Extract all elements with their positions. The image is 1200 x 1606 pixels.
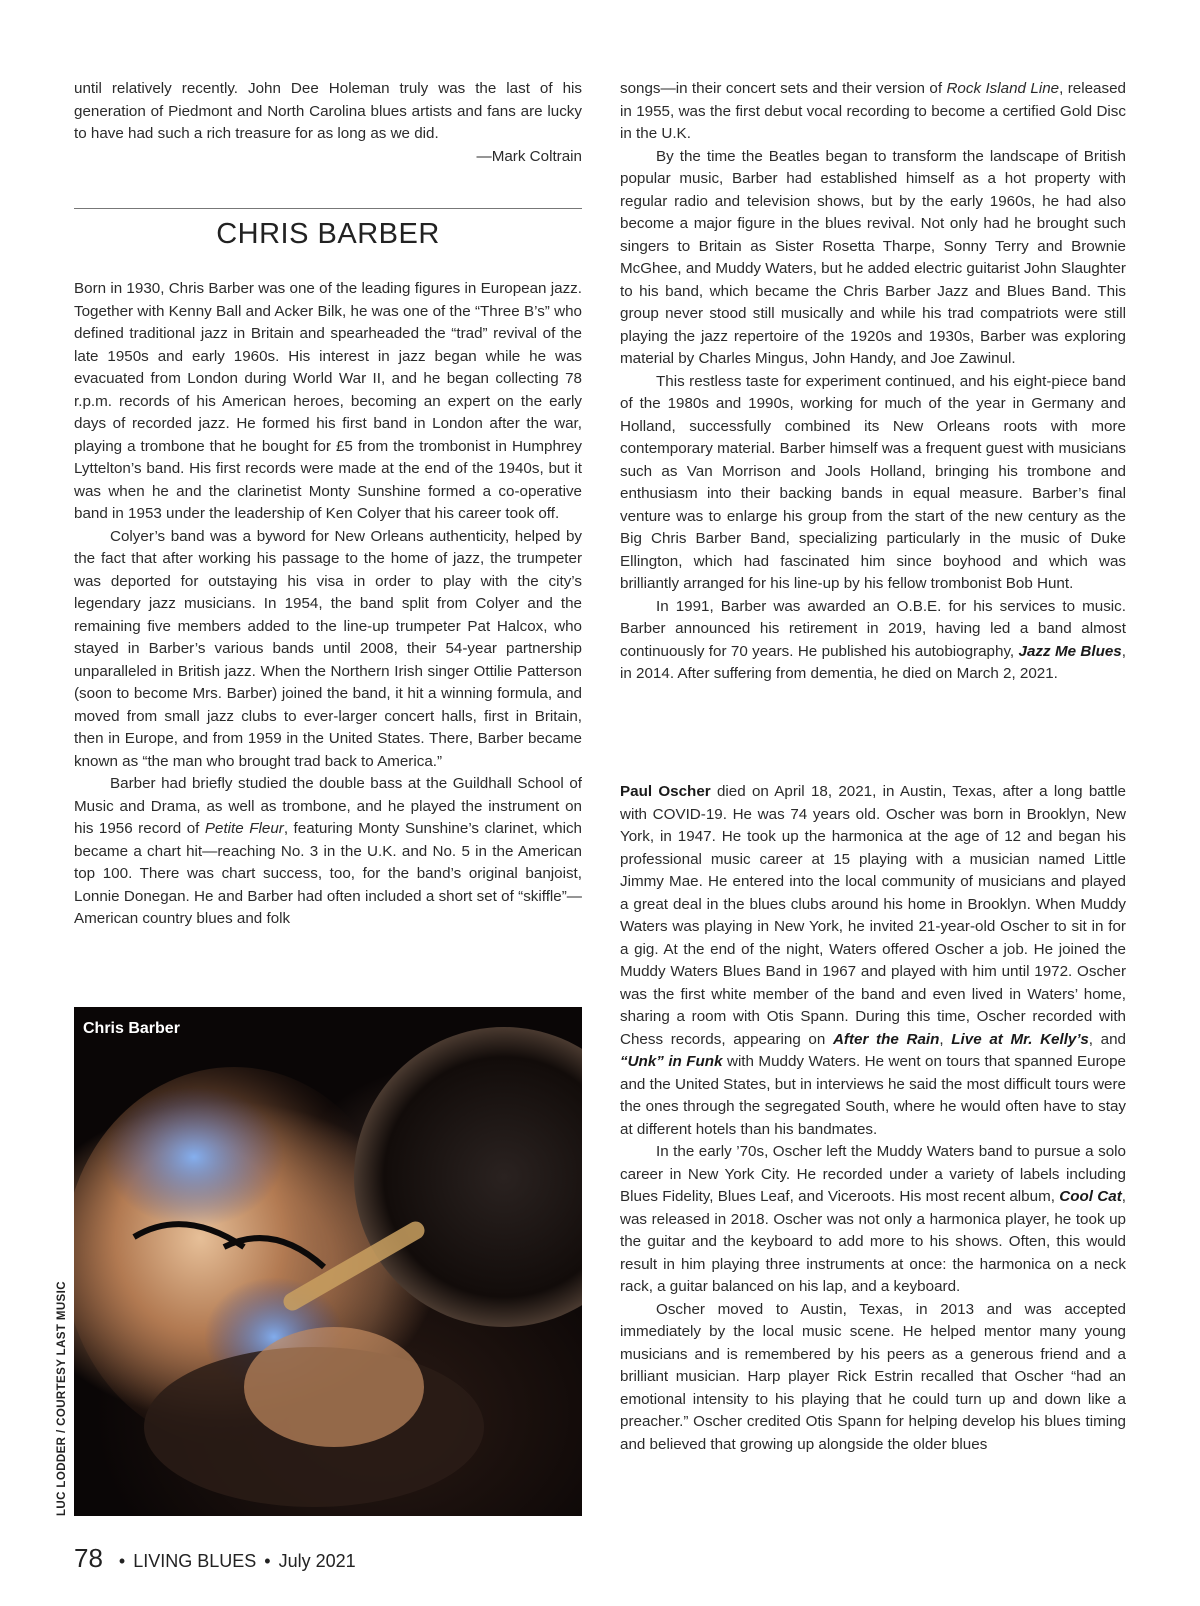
photo-credit: LUC LODDER / COURTESY LAST MUSIC: [56, 1281, 68, 1516]
footer-bullet: •: [118, 1551, 126, 1571]
album-title: Live at Mr. Kelly’s: [951, 1030, 1089, 1048]
magazine-name: LIVING BLUES: [133, 1551, 257, 1571]
oscher-paragraph-3: Oscher moved to Austin, Texas, in 2013 and was accepted immediately by the local music scene. He helped mentor many young musicians and is remembered by his peers as a generous friend and a brilliant musician. Harp player Rick Estrin recalled that Oscher “had an emotional intensity to his playing that he could turn up and down like a preacher.” Oscher credited Otis Spann for helping develop his blues timing and believed that growing up alongside the older blues: [620, 1300, 1126, 1453]
barber-paragraph-2: Colyer’s band was a byword for New Orleans authenticity, helped by the fact that after working his passage to the home of jazz, the trumpeter was deported for outstaying his visa in order to play with the city’s legendary jazz musicians. In 1954, the band split from Colyer and the remaining five members added to the line-up trumpeter Pat Halcox, who stayed in Barber’s various bands until 2008, their 54-year partnership unparalleled in British jazz. When the Northern Irish singer Ottilie Patterson (soon to become Mrs. Barber) joined the band, it hit a winning formula, and moved from small jazz clubs to ever-larger concert halls, first in Britain, then in Europe, and from 1959 in the United States. There, Barber became known as “the man who brought trad back to America.”: [74, 527, 582, 770]
page-number: 78: [74, 1543, 103, 1573]
barber-article-right: [620, 78, 1126, 686]
book-title: Jazz Me Blues: [1018, 642, 1122, 660]
barber-paragraph-6: This restless taste for experiment continued, and his eight-piece band of the 1980s and 1990s, working for much of the year in Germany and Holland, successfully combined its New Orleans roots with more contemporary material. Barber himself was a frequent guest with musicians such as Van Morrison and Jools Holland, bringing his trombone and enthusiasm into their backing bands in equal measure. Barber’s final venture was to enlarge his group from the start of the new century as the Big Chris Barber Band, specializing particularly in the music of Duke Ellington, which had fascinated him since boyhood and which was brilliantly arranged for his line-up by his fellow trombonist Bob Hunt.: [620, 372, 1126, 592]
barber-paragraph-4: songs—in their concert sets and their version of Rock Island Line, released in 1955, was the first debut vocal recording to become a certified Gold Disc in the U.K.: [620, 80, 1126, 142]
footer-bullet: •: [264, 1551, 271, 1571]
record-title: Petite Fleur: [204, 820, 284, 837]
oscher-paragraph-1: Paul Oscher died on April 18, 2021, in Austin, Texas, after a long battle with COVID-19. He was 74 years old. Oscher was born in Brooklyn, New York, in 1947. He took up the harmonica at the age of 12 and began his professional music career at 15 playing with a musician named Little Jimmy Mae. He entered into the local community of musicians and played a great deal in the blues clubs around his home in Brooklyn. When Muddy Waters was playing in New York, he invited 21-year-old Oscher to sit in for a gig. At the end of the night, Waters offered Oscher a job. He joined the Muddy Waters Blues Band in 1967 and played with him until 1972. Oscher was the first white member of the band and even lived in Waters’ home, sharing a room with Otis Spann. During this time, Oscher recorded with Chess records, appearing on After the Rain, Live at Mr. Kelly’s, and “Unk” in Funk with Muddy Waters. He went on tours that spanned Europe and the United States, but in interviews he said the most difficult tours were the ones through the segregated South, where he would often have to stay at different hotels than his bandmates.: [620, 783, 1127, 1138]
photo-illustration: [74, 1007, 582, 1516]
article-heading: CHRIS BARBER: [216, 218, 440, 250]
chris-barber-photo: [74, 1007, 582, 1516]
barber-paragraph-5: By the time the Beatles began to transform the landscape of British popular music, Barber had established himself as a hot property with regular radio and television shows, but by the early 1960s, he had also become a major figure in the blues revival. Not only had he brought such singers to Britain as Sister Rosetta Tharpe, Sonny Terry and Brownie McGhee, and Muddy Waters, but he added electric guitarist John Slaughter to his band, which became the Chris Barber Jazz and Blues Band. This group never stood still musically and while his trad compatriots were still playing the jazz repertoire of the 1920s and 1930s, Barber was exploring material by Charles Mingus, John Handy, and Joe Zawinul.: [620, 147, 1126, 367]
intro-paragraph: until relatively recently. John Dee Holeman truly was the last of his generation of Piedmont and North Carolina blues artists and fans are lucky to have had such a rich treasure for as long as we did.: [74, 80, 582, 142]
photo-caption: Chris Barber: [83, 1020, 180, 1037]
oscher-article: [620, 781, 1126, 1456]
barber-paragraph-1: Born in 1930, Chris Barber was one of the leading figures in European jazz. Together with Kenny Ball and Acker Bilk, he was one of the “Three B’s” who defined traditional jazz in Britain and spearheaded the “trad” revival of the late 1950s and early 1960s. His interest in jazz began while he was evacuated from London during World War II, and he began collecting 78 r.p.m. records of his American heroes, becoming an expert on the early days of recorded jazz. He formed his first band in London after the war, playing a trombone that he bought for £5 from the trombonist in Humphrey Lyttelton’s band. His first records were made at the end of the 1940s, but it was when he and the clarinetist Monty Sunshine formed a co-operative band in 1953 under the leadership of Ken Colyer that his career took off.: [74, 280, 582, 522]
oscher-name: Paul Oscher: [620, 783, 711, 800]
issue-date: July 2021: [278, 1551, 356, 1571]
intro-signature: —Mark Coltrain: [476, 147, 582, 165]
barber-article-left: [74, 278, 582, 931]
intro-section: [74, 78, 582, 168]
album-title: After the Rain: [832, 1030, 940, 1048]
barber-paragraph-7: In 1991, Barber was awarded an O.B.E. for his services to music. Barber announced his retirement in 2019, having led a band almost continuously for 70 years. He published his autobiography, Jazz Me Blues, in 2014. After suffering from dementia, he died on March 2, 2021.: [620, 597, 1126, 682]
oscher-paragraph-2: In the early ’70s, Oscher left the Muddy Waters band to pursue a solo career in New York City. He recorded under a variety of labels including Blues Fidelity, Blues Leaf, and Viceroots. His most recent album, Cool Cat, was released in 2018. Oscher was not only a harmonica player, he took up the guitar and the keyboard to add more to his shows. Often, this would result in him playing three instruments at once: the harmonica on a neck rack, a guitar balanced on his lap, and a keyboard.: [620, 1143, 1127, 1295]
section-divider: [74, 208, 582, 209]
barber-paragraph-3: Barber had briefly studied the double bass at the Guildhall School of Music and Drama, as well as trombone, and he played the instrument on his 1956 record of Petite Fleur, featuring Monty Sunshine’s clarinet, which became a chart hit—reaching No. 3 in the U.K. and No. 5 in the American top 100. There was chart success, too, for the band’s original banjoist, Lonnie Donegan. He and Barber had often included a short set of “skiffle”—American country blues and folk: [74, 775, 582, 927]
album-title: “Unk” in Funk: [620, 1053, 723, 1070]
page-footer: [74, 1543, 356, 1574]
record-title: Rock Island Line: [946, 80, 1060, 97]
album-title: Cool Cat: [1059, 1188, 1122, 1205]
